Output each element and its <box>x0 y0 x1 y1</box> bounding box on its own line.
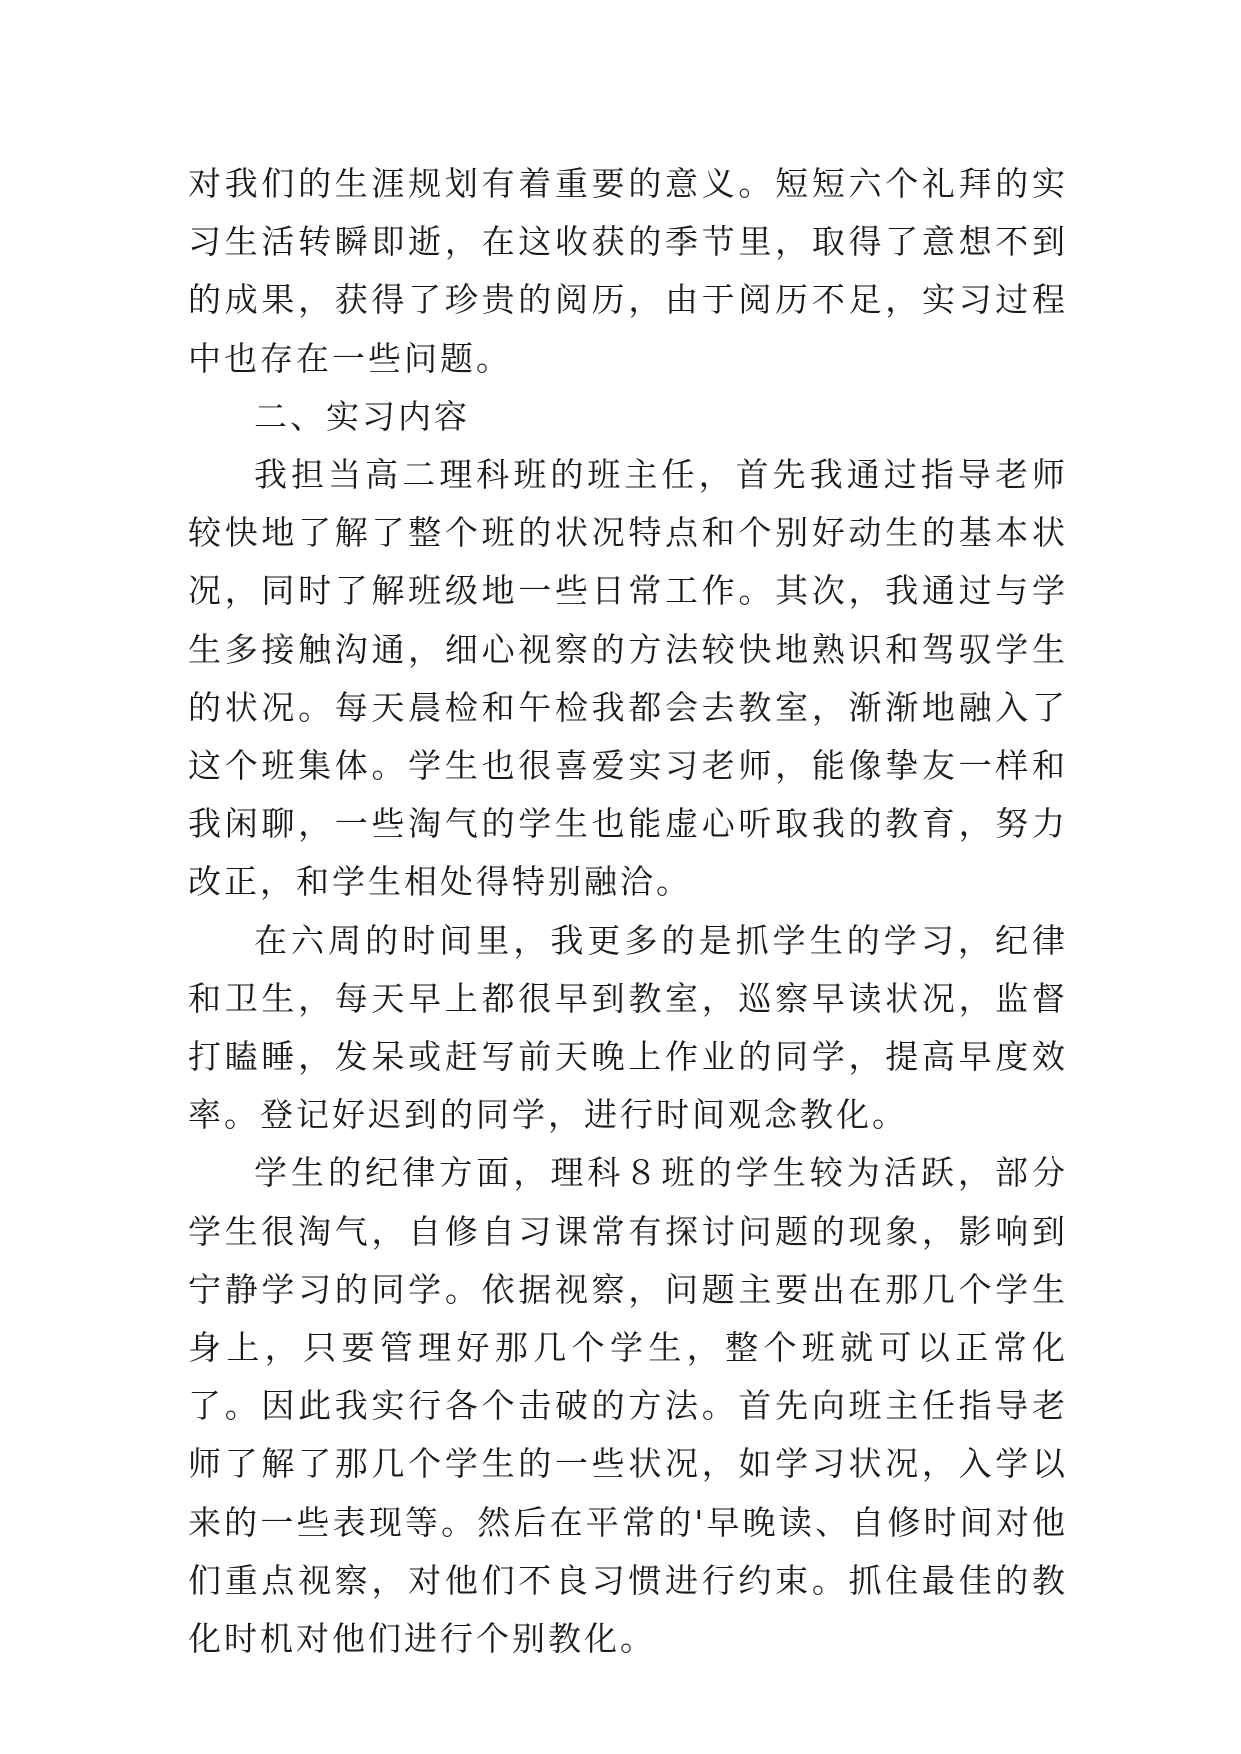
paragraph-discipline-management: 学生的纪律方面，理科８班的学生较为活跃，部分学生很淘气，自修自习课常有探讨问题的现象，影响到宁静学习的同学。依据视察，问题主要出在那几个学生身上，只要管理好那几个学生，整个班就可以正常化了。因此我实行各个击破的方法。首先向班主任指导老师了解了那几个学生的一些状况，如学习状况，入学以来的一些表现等。然后在平常的'早晚读、自修时间对他们重点视察，对他们不良习惯进行约束。抓住最佳的教化时机对他们进行个别教化。 <box>188 1153 1068 1659</box>
paragraph-class-teacher-role: 我担当高二理科班的班主任，首先我通过指导老师较快地了解了整个班的状况特点和个别好动生的基本状况，同时了解班级地一些日常工作。其次，我通过与学生多接触沟通，细心视察的方法较快地熟识和驾驭学生的状况。每天晨检和午检我都会去教室，渐渐地融入了这个班集体。学生也很喜爱实习老师，能像挚友一样和我闲聊，一些淘气的学生也能虚心听取我的教育，努力改正，和学生相处得特别融洽。 <box>188 455 1068 902</box>
paragraph-career-significance: 对我们的生涯规划有着重要的意义。短短六个礼拜的实习生活转瞬即逝，在这收获的季节里，取得了意想不到的成果，获得了珍贵的阅历，由于阅历不足，实习过程中也存在一些问题。 <box>188 164 1068 378</box>
section-heading-internship-content: 二、实习内容 <box>254 396 470 436</box>
paragraph-study-discipline-hygiene: 在六周的时间里，我更多的是抓学生的学习，纪律和卫生，每天早上都很早到教室，巡察早读状况，监督打瞌睡，发呆或赶写前天晚上作业的同学，提高早度效率。登记好迟到的同学，进行时间观念教化。 <box>188 920 1068 1135</box>
document-body <box>188 155 1068 1668</box>
